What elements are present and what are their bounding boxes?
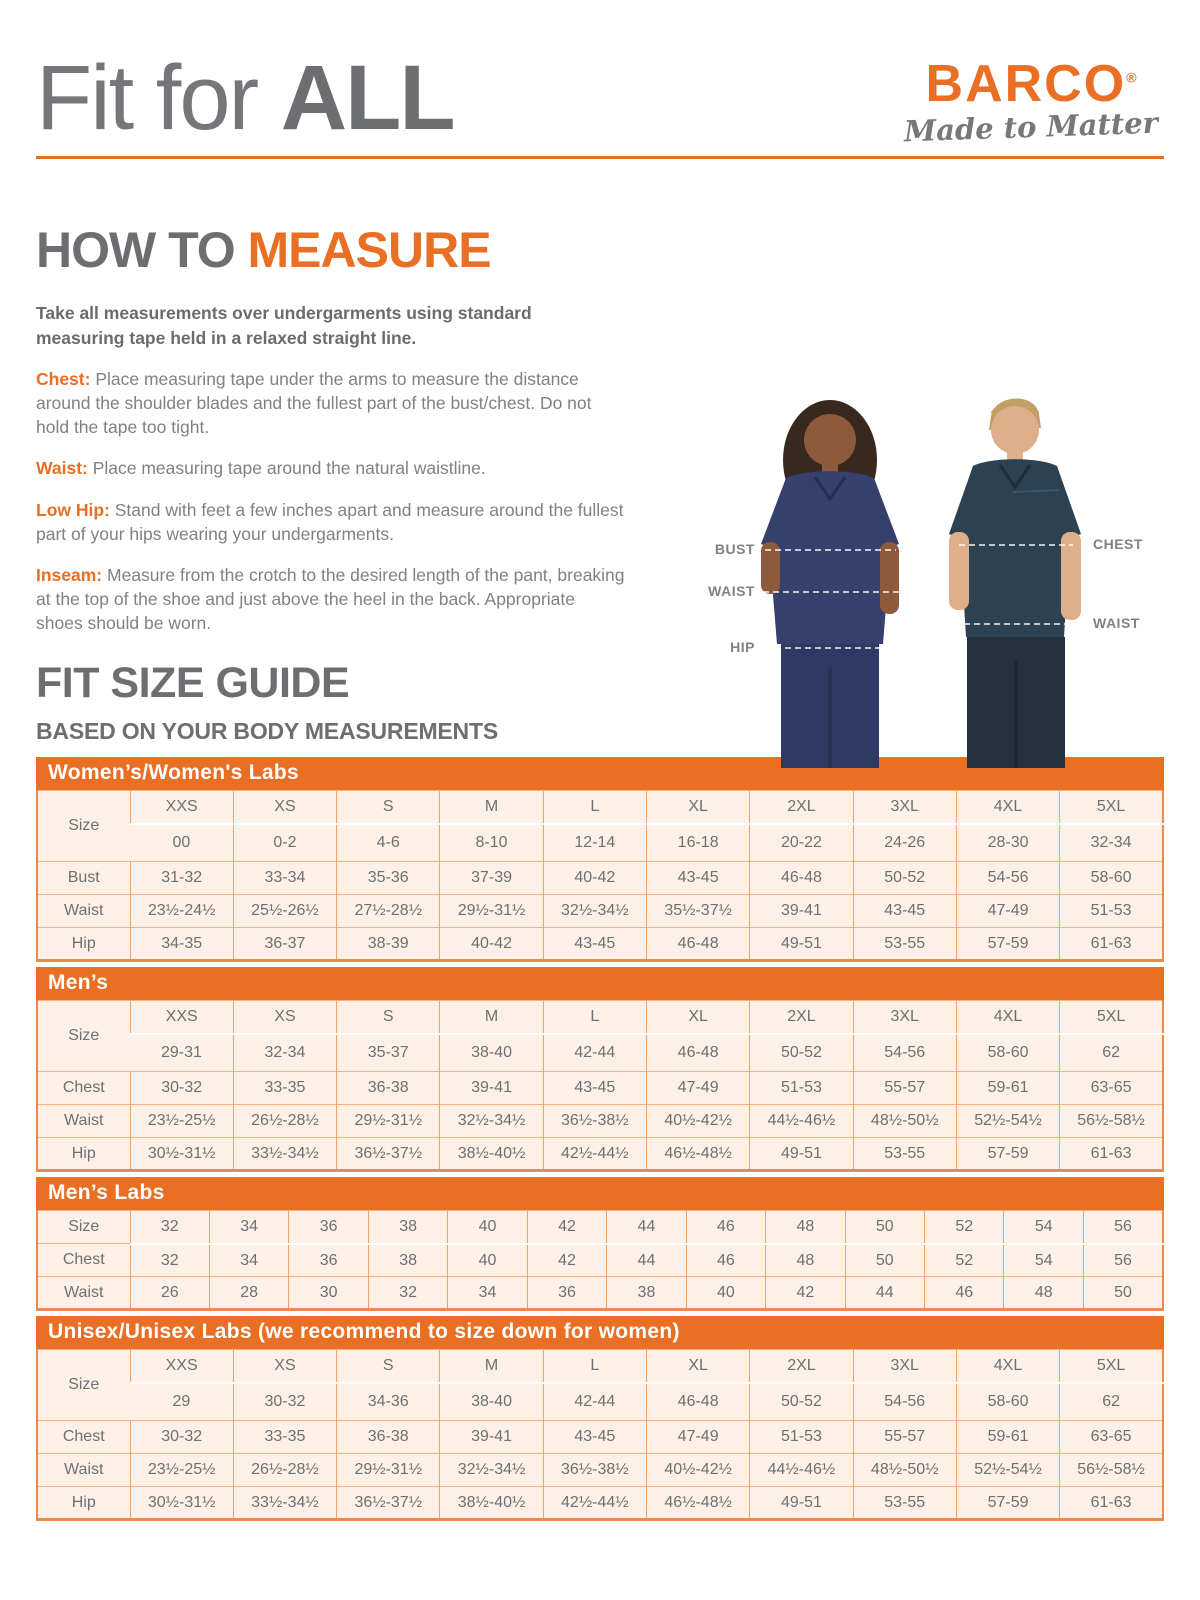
measurement-cell: 62 [1060, 1383, 1163, 1421]
table-row [37, 1487, 1163, 1520]
measurement-cell: 42 [766, 1277, 845, 1310]
measurement-cell: 40 [686, 1277, 765, 1310]
size-header-cell: 2XL [750, 1350, 853, 1383]
table-banner: Men’s Labs [36, 1177, 1164, 1210]
row-label: Chest [37, 1072, 130, 1105]
measurement-cell: 32½-34½ [543, 895, 646, 928]
measurement-cell: 26 [130, 1277, 209, 1310]
size-header-cell: XL [646, 1001, 749, 1034]
row-label: Waist [37, 895, 130, 928]
measurement-cell: 54-56 [853, 1383, 956, 1421]
measurement-cell: 40½-42½ [646, 1454, 749, 1487]
measurement-cell: 27½-28½ [337, 895, 440, 928]
measurement-cell: 36½-37½ [337, 1138, 440, 1171]
size-table-section-0 [36, 757, 1164, 962]
measurement-cell: 40½-42½ [646, 1105, 749, 1138]
measurement-cell: 53-55 [853, 928, 956, 961]
measurement-cell: 36-38 [337, 1072, 440, 1105]
measurement-cell: 57-59 [956, 1138, 1059, 1171]
measurement-cell: 58-60 [956, 1034, 1059, 1072]
size-header-cell: 32 [130, 1211, 209, 1244]
measurement-cell: 30½-31½ [130, 1487, 233, 1520]
table-banner: Women’s/Women's Labs [36, 757, 1164, 790]
measurement-cell: 61-63 [1060, 928, 1163, 961]
measurement-cell: 39-41 [750, 895, 853, 928]
measurement-cell: 59-61 [956, 1421, 1059, 1454]
measurement-cell: 26½-28½ [233, 1105, 336, 1138]
measure-label-low-hip: Low Hip: [36, 499, 110, 520]
size-table-section-1 [36, 967, 1164, 1172]
table-row [37, 928, 1163, 961]
table-row [37, 1454, 1163, 1487]
measurement-cell: 47-49 [956, 895, 1059, 928]
measurement-cell: 61-63 [1060, 1138, 1163, 1171]
size-header-cell: 5XL [1060, 1350, 1163, 1383]
size-corner-cell: Size [37, 1211, 130, 1244]
measurement-cell: 23½-25½ [130, 1454, 233, 1487]
measurement-cell: 28-30 [956, 824, 1059, 862]
measurement-cell: 34-35 [130, 928, 233, 961]
measurement-cell: 52½-54½ [956, 1454, 1059, 1487]
measurement-cell: 48½-50½ [853, 1454, 956, 1487]
size-table [36, 1210, 1164, 1311]
measurement-cell: 56 [1083, 1244, 1163, 1277]
measurement-cell: 28 [209, 1277, 288, 1310]
measurement-cell: 16-18 [646, 824, 749, 862]
chest-label: CHEST [1093, 536, 1143, 552]
measurement-cell: 37-39 [440, 862, 543, 895]
size-header-cell: 5XL [1060, 1001, 1163, 1034]
measurement-cell: 53-55 [853, 1487, 956, 1520]
measurement-cell: 56½-58½ [1060, 1105, 1163, 1138]
size-header-row [37, 1350, 1163, 1383]
table-row [37, 862, 1163, 895]
measurement-cell: 44 [607, 1244, 686, 1277]
measurement-cell: 42½-44½ [543, 1487, 646, 1520]
measurement-cell: 38½-40½ [440, 1487, 543, 1520]
table-row [37, 1034, 1163, 1072]
measurement-cell: 42-44 [543, 1383, 646, 1421]
measurement-cell: 23½-25½ [130, 1105, 233, 1138]
size-header-cell: 4XL [956, 1350, 1059, 1383]
measurement-cell: 54-56 [956, 862, 1059, 895]
measurement-cell: 58-60 [1060, 862, 1163, 895]
measurement-cell: 48½-50½ [853, 1105, 956, 1138]
measurement-cell: 50-52 [750, 1383, 853, 1421]
measurement-cell: 57-59 [956, 928, 1059, 961]
woman-figure [761, 400, 899, 768]
size-header-cell: 46 [686, 1211, 765, 1244]
measurement-cell: 26½-28½ [233, 1454, 336, 1487]
size-header-cell: 4XL [956, 1001, 1059, 1034]
size-header-cell: 36 [289, 1211, 368, 1244]
size-header-cell: XS [233, 791, 336, 824]
measurement-cell: 33-34 [233, 862, 336, 895]
measurement-cell: 51-53 [750, 1072, 853, 1105]
fit-size-guide-subtitle: BASED ON YOUR BODY MEASUREMENTS [36, 718, 498, 745]
table-row [37, 1277, 1163, 1310]
man-figure [949, 398, 1081, 768]
measurement-cell: 58-60 [956, 1383, 1059, 1421]
measurement-cell: 59-61 [956, 1072, 1059, 1105]
how-to-measure-title: HOW TO MEASURE [36, 222, 491, 278]
measurement-cell: 49-51 [750, 1138, 853, 1171]
size-header-cell: S [337, 791, 440, 824]
size-header-cell: 2XL [750, 791, 853, 824]
measure-section-waist: Waist: Place measuring tape around the natural waistline. [36, 458, 486, 479]
measurement-cell: 46 [686, 1244, 765, 1277]
measure-label-inseam: Inseam: [36, 564, 103, 585]
size-header-cell: 56 [1083, 1211, 1163, 1244]
size-header-cell: 42 [527, 1211, 606, 1244]
measurement-cell: 40-42 [440, 928, 543, 961]
size-header-cell: S [337, 1001, 440, 1034]
measurement-cell: 62 [1060, 1034, 1163, 1072]
measurement-cell: 46 [925, 1277, 1004, 1310]
brand-logo [903, 55, 1164, 149]
measurement-cell: 43-45 [853, 895, 956, 928]
measurement-cell: 29½-31½ [337, 1105, 440, 1138]
size-header-cell: 40 [448, 1211, 527, 1244]
size-header-cell: XXS [130, 1001, 233, 1034]
page-title [36, 47, 454, 149]
measurement-cell: 20-22 [750, 824, 853, 862]
size-header-cell: 2XL [750, 1001, 853, 1034]
measurement-cell: 40-42 [543, 862, 646, 895]
measurement-cell: 24-26 [853, 824, 956, 862]
measurement-cell: 48 [1004, 1277, 1083, 1310]
measurement-cell: 44½-46½ [750, 1454, 853, 1487]
hip-label: HIP [730, 639, 755, 655]
measurement-cell: 38-39 [337, 928, 440, 961]
size-header-cell: 44 [607, 1211, 686, 1244]
size-header-cell: 3XL [853, 1350, 956, 1383]
measurement-cell: 46-48 [750, 862, 853, 895]
measure-label-chest: Chest: [36, 369, 91, 389]
measurement-cell: 29½-31½ [337, 1454, 440, 1487]
measurement-cell: 32-34 [1060, 824, 1163, 862]
page-title-light: Fit for [36, 47, 281, 149]
waist-label-left: WAIST [708, 583, 755, 599]
table-row [37, 1138, 1163, 1171]
measurement-cell: 57-59 [956, 1487, 1059, 1520]
size-header-row [37, 1001, 1163, 1034]
measurement-cell: 55-57 [853, 1421, 956, 1454]
measurement-cell: 34 [448, 1277, 527, 1310]
measurement-cell: 36½-38½ [543, 1105, 646, 1138]
measurement-cell: 30-32 [130, 1072, 233, 1105]
measurement-cell: 35-36 [337, 862, 440, 895]
measurement-cell: 43-45 [543, 1072, 646, 1105]
measurement-cell: 36½-38½ [543, 1454, 646, 1487]
row-label: Hip [37, 1487, 130, 1520]
measurement-cell: 50 [845, 1244, 924, 1277]
table-row [37, 1244, 1163, 1277]
size-header-cell: 38 [368, 1211, 447, 1244]
measurement-cell: 50 [1083, 1277, 1163, 1310]
measurement-cell: 36 [527, 1277, 606, 1310]
measurement-cell: 36-38 [337, 1421, 440, 1454]
measurement-cell: 51-53 [1060, 895, 1163, 928]
measurement-cell: 30 [289, 1277, 368, 1310]
table-row [37, 1421, 1163, 1454]
measurement-cell: 54 [1004, 1244, 1083, 1277]
measurement-cell: 44½-46½ [750, 1105, 853, 1138]
measurement-cell: 44 [845, 1277, 924, 1310]
measurement-cell: 30-32 [130, 1421, 233, 1454]
table-row [37, 1383, 1163, 1421]
measurement-cell: 55-57 [853, 1072, 956, 1105]
measure-section-chest: Chest: Place measuring tape under the arms to measure the distance around the shoulder blades and the fullest part of the bust/chest. Do not hold the tape too tight. [36, 369, 592, 438]
measurement-cell: 50-52 [750, 1034, 853, 1072]
measurement-cell: 34 [209, 1244, 288, 1277]
measurement-cell: 38-40 [440, 1383, 543, 1421]
size-table-section-3 [36, 1316, 1164, 1521]
measurement-cell: 63-65 [1060, 1072, 1163, 1105]
measurement-cell: 38 [607, 1277, 686, 1310]
measurement-cell: 48 [766, 1244, 845, 1277]
table-row [37, 824, 1163, 862]
measurement-cell: 29-31 [130, 1034, 233, 1072]
measurement-cell: 25½-26½ [233, 895, 336, 928]
measurement-cell: 53-55 [853, 1138, 956, 1171]
size-table [36, 1349, 1164, 1521]
size-header-cell: L [543, 1001, 646, 1034]
measurement-cell: 52 [925, 1244, 1004, 1277]
measurement-cell: 43-45 [543, 1421, 646, 1454]
measurement-models-photo [655, 382, 1180, 768]
measurement-cell: 36 [289, 1244, 368, 1277]
measurement-cell: 42 [527, 1244, 606, 1277]
measurement-cell: 47-49 [646, 1072, 749, 1105]
waist-label-right: WAIST [1093, 615, 1140, 631]
size-header-cell: 3XL [853, 1001, 956, 1034]
size-table-section-2 [36, 1177, 1164, 1311]
size-header-cell: 48 [766, 1211, 845, 1244]
measurement-cell: 49-51 [750, 928, 853, 961]
page-title-bold: ALL [280, 47, 454, 149]
bust-label: BUST [714, 541, 755, 557]
measurement-cell: 38-40 [440, 1034, 543, 1072]
row-label: Chest [37, 1244, 130, 1277]
row-label: Waist [37, 1454, 130, 1487]
measurement-cell: 43-45 [543, 928, 646, 961]
measure-section-low-hip: Low Hip: Stand with feet a few inches apart and measure around the fullest part of your hips wearing your undergarments. [36, 499, 624, 544]
measurement-cell: 49-51 [750, 1487, 853, 1520]
size-header-cell: M [440, 791, 543, 824]
size-header-cell: L [543, 791, 646, 824]
size-header-cell: 3XL [853, 791, 956, 824]
measure-intro: Take all measurements over undergarments using standard measuring tape held in a relaxed straight line. [36, 303, 532, 348]
how-to-measure-section [36, 221, 636, 635]
measurement-cell: 8-10 [440, 824, 543, 862]
measurement-cell: 4-6 [337, 824, 440, 862]
header-divider [36, 156, 1164, 159]
table-row [37, 895, 1163, 928]
measurement-cell: 52½-54½ [956, 1105, 1059, 1138]
size-header-cell: L [543, 1350, 646, 1383]
table-banner: Men’s [36, 967, 1164, 1000]
measure-section-inseam: Inseam: Measure from the crotch to the desired length of the pant, breaking at the top of the shoe and just above the heel in the back. Appropriate shoes should be worn. [36, 564, 625, 634]
size-header-cell: XXS [130, 791, 233, 824]
size-header-row [37, 791, 1163, 824]
measurement-cell: 46½-48½ [646, 1487, 749, 1520]
measurement-cell: 33½-34½ [233, 1138, 336, 1171]
measurement-cell: 38½-40½ [440, 1138, 543, 1171]
row-label: Hip [37, 1138, 130, 1171]
measurement-cell: 0-2 [233, 824, 336, 862]
measurement-cell: 39-41 [440, 1421, 543, 1454]
measurement-cell: 35-37 [337, 1034, 440, 1072]
size-header-cell: 5XL [1060, 791, 1163, 824]
measurement-cell: 43-45 [646, 862, 749, 895]
measurement-cell: 46-48 [646, 928, 749, 961]
size-header-cell: S [337, 1350, 440, 1383]
size-header-cell: XS [233, 1001, 336, 1034]
size-header-cell: 4XL [956, 791, 1059, 824]
measurement-cell: 34-36 [337, 1383, 440, 1421]
row-label: Waist [37, 1277, 130, 1310]
row-label: Hip [37, 928, 130, 961]
measurement-cell: 38 [368, 1244, 447, 1277]
size-header-cell: M [440, 1001, 543, 1034]
measurement-cell: 51-53 [750, 1421, 853, 1454]
measurement-cell: 35½-37½ [646, 895, 749, 928]
brand-wordmark: BARCO® [925, 55, 1137, 114]
measurement-cell: 00 [130, 824, 233, 862]
size-table [36, 790, 1164, 962]
measurement-cell: 36-37 [233, 928, 336, 961]
measurement-cell: 56½-58½ [1060, 1454, 1163, 1487]
size-header-cell: XL [646, 1350, 749, 1383]
measurement-cell: 33-35 [233, 1072, 336, 1105]
table-row [37, 1072, 1163, 1105]
size-header-cell: 52 [925, 1211, 1004, 1244]
size-table [36, 1000, 1164, 1172]
table-row [37, 1105, 1163, 1138]
registered-mark-icon: ® [1126, 69, 1137, 86]
size-header-cell: 34 [209, 1211, 288, 1244]
measurement-cell: 32 [130, 1244, 209, 1277]
measurement-cell: 42-44 [543, 1034, 646, 1072]
row-label: Waist [37, 1105, 130, 1138]
measurement-cell: 33-35 [233, 1421, 336, 1454]
row-label: Bust [37, 862, 130, 895]
measurement-cell: 47-49 [646, 1421, 749, 1454]
measurement-cell: 46-48 [646, 1034, 749, 1072]
measurement-cell: 46-48 [646, 1383, 749, 1421]
measurement-cell: 63-65 [1060, 1421, 1163, 1454]
measurement-cell: 40 [448, 1244, 527, 1277]
measurement-cell: 50-52 [853, 862, 956, 895]
models-illustration [655, 382, 1180, 768]
page-header [36, 0, 1164, 149]
measurement-cell: 36½-37½ [337, 1487, 440, 1520]
size-corner-cell: Size [37, 1350, 130, 1421]
measure-label-waist: Waist: [36, 458, 88, 479]
size-header-cell: 54 [1004, 1211, 1083, 1244]
size-header-cell: XL [646, 791, 749, 824]
measurement-cell: 23½-24½ [130, 895, 233, 928]
measurement-cell: 61-63 [1060, 1487, 1163, 1520]
measurement-cell: 30½-31½ [130, 1138, 233, 1171]
table-banner: Unisex/Unisex Labs (we recommend to size down for women) [36, 1316, 1164, 1349]
size-tables-container [36, 757, 1164, 1521]
measurement-cell: 32½-34½ [440, 1454, 543, 1487]
measurement-cell: 32 [368, 1277, 447, 1310]
measurement-cell: 29½-31½ [440, 895, 543, 928]
size-header-row [37, 1211, 1163, 1244]
measurement-cell: 39-41 [440, 1072, 543, 1105]
size-header-cell: XS [233, 1350, 336, 1383]
brand-tagline: Made to Matter [903, 105, 1159, 149]
measurement-cell: 32-34 [233, 1034, 336, 1072]
size-header-cell: XXS [130, 1350, 233, 1383]
measurement-cell: 42½-44½ [543, 1138, 646, 1171]
measurement-cell: 33½-34½ [233, 1487, 336, 1520]
measurement-cell: 12-14 [543, 824, 646, 862]
measurement-cell: 54-56 [853, 1034, 956, 1072]
measurement-cell: 32½-34½ [440, 1105, 543, 1138]
measurement-cell: 46½-48½ [646, 1138, 749, 1171]
measurement-cell: 29 [130, 1383, 233, 1421]
fit-size-guide-title: FIT SIZE GUIDE [36, 659, 350, 708]
size-header-cell: M [440, 1350, 543, 1383]
measurement-cell: 30-32 [233, 1383, 336, 1421]
row-label: Chest [37, 1421, 130, 1454]
size-corner-cell: Size [37, 791, 130, 862]
size-header-cell: 50 [845, 1211, 924, 1244]
measurement-cell: 31-32 [130, 862, 233, 895]
size-corner-cell: Size [37, 1001, 130, 1072]
